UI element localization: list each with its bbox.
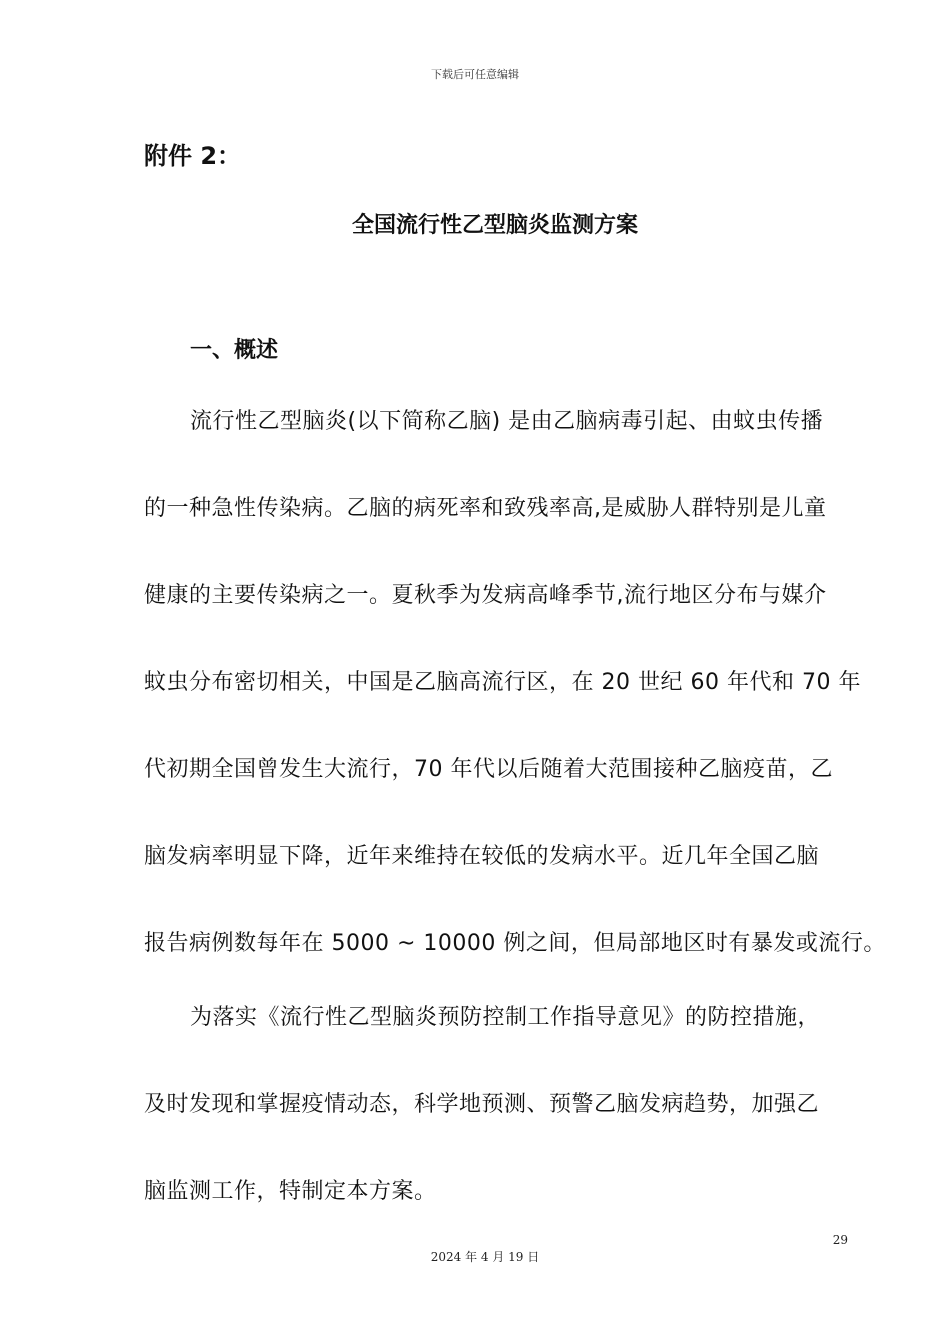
paragraph-line: 为落实《流行性乙型脑炎预防控制工作指导意见》的防控措施， [190, 1005, 821, 1030]
paragraph-line: 的一种急性传染病。乙脑的病死率和致残率高,是威胁人群特别是儿童 [144, 496, 827, 521]
document-title: 全国流行性乙型脑炎监测方案 [351, 213, 638, 238]
footer-date: 2024 年 4 月 19 日 [430, 1250, 540, 1264]
header-note: 下载后可任意编辑 [431, 68, 519, 81]
paragraph-line: 健康的主要传染病之一。夏秋季为发病高峰季节,流行地区分布与媒介 [144, 583, 827, 608]
page-number: 29 [832, 1233, 848, 1247]
paragraph-line: 报告病例数每年在 5000 ~ 10000 例之间，但局部地区时有暴发或流行。 [144, 931, 886, 956]
paragraph-line: 蚊虫分布密切相关，中国是乙脑高流行区，在 20 世纪 60 年代和 70 年 [144, 670, 861, 695]
paragraph-line: 代初期全国曾发生大流行，70 年代以后随着大范围接种乙脑疫苗，乙 [144, 757, 833, 782]
paragraph-line: 脑监测工作，特制定本方案。 [144, 1179, 437, 1204]
paragraph-line: 脑发病率明显下降，近年来维持在较低的发病水平。近几年全国乙脑 [144, 844, 820, 869]
section-heading: 一、概述 [190, 338, 279, 363]
attachment-label: 附件 2： [144, 142, 242, 170]
paragraph-line: 流行性乙型脑炎(以下简称乙脑) 是由乙脑病毒引起、由蚊虫传播 [190, 409, 824, 434]
paragraph-line: 及时发现和掌握疫情动态，科学地预测、预警乙脑发病趋势，加强乙 [144, 1092, 820, 1117]
